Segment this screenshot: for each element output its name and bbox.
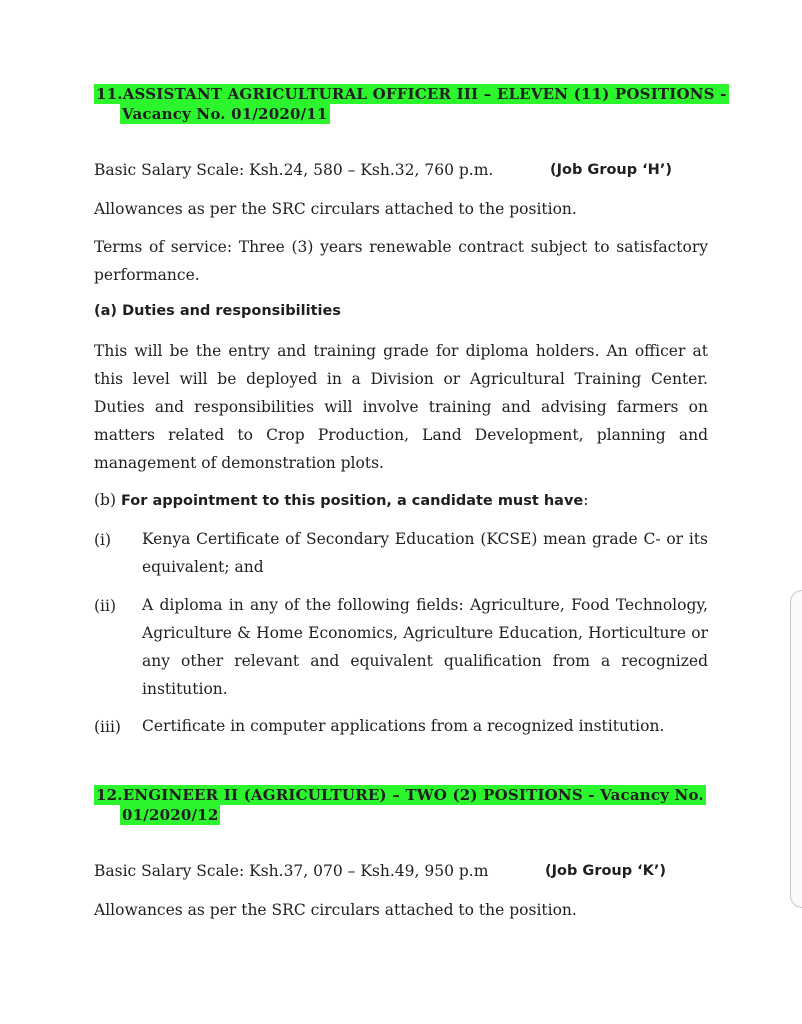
- appointment-heading-text: For appointment to this position, a candidate must have: [120, 493, 584, 509]
- section-11-duties-text: This will be the entry and training grade for diploma holders. An officer at this level will be deployed in a Division or Agricultural Training Center. Duties and responsibilities will involve training and advising farmers on matters related to Crop Production, Land Development, planning and management of demonstration plots.: [94, 342, 708, 472]
- section-12-allowances: Allowances as per the SRC circulars attached to the position.: [94, 901, 577, 919]
- section-12-job-group: (Job Group ‘K’): [545, 863, 667, 879]
- section-11-heading-line2: Vacancy No. 01/2020/11: [122, 105, 328, 123]
- section-11-terms: Terms of service: Three (3) years renewable contract subject to satisfactory performance.: [94, 238, 708, 284]
- requirement-number: (i): [94, 531, 112, 549]
- section-12-heading-line2: 01/2020/12: [122, 806, 219, 824]
- section-12-heading-line1: 12.ENGINEER II (AGRICULTURE) – TWO (2) POSITIONS - Vacancy No.: [96, 786, 704, 804]
- section-11-job-group: (Job Group ‘H’): [550, 162, 672, 178]
- requirement-text: Kenya Certificate of Secondary Education (KCSE) mean grade C- or its equivalent; and: [142, 530, 708, 576]
- scroll-handle[interactable]: [790, 590, 802, 908]
- requirement-text: Certificate in computer applications from a recognized institution.: [142, 717, 665, 735]
- section-11-salary: Basic Salary Scale: Ksh.24, 580 – Ksh.32, 760 p.m.: [94, 161, 494, 179]
- requirement-number: (iii): [94, 718, 121, 736]
- section-11-allowances: Allowances as per the SRC circulars attached to the position.: [94, 200, 577, 218]
- requirement-number: (ii): [94, 597, 117, 615]
- section-11-appointment-heading: [94, 491, 588, 509]
- appointment-colon: :: [583, 491, 589, 509]
- section-12-heading: [94, 785, 706, 825]
- section-11-heading: [94, 84, 729, 124]
- section-11-duties-heading: (a) Duties and responsibilities: [94, 303, 341, 319]
- section-11-heading-line1: 11.ASSISTANT AGRICULTURAL OFFICER III – ELEVEN (11) POSITIONS -: [96, 85, 727, 103]
- appointment-prefix: (b): [94, 491, 117, 509]
- section-12-salary: Basic Salary Scale: Ksh.37, 070 – Ksh.49, 950 p.m: [94, 862, 489, 880]
- requirement-text: A diploma in any of the following fields: Agriculture, Food Technology, Agriculture & Home Economics, Agriculture Education, Horticulture or any other relevant and equivalent qualification from a recognized institution.: [142, 596, 708, 698]
